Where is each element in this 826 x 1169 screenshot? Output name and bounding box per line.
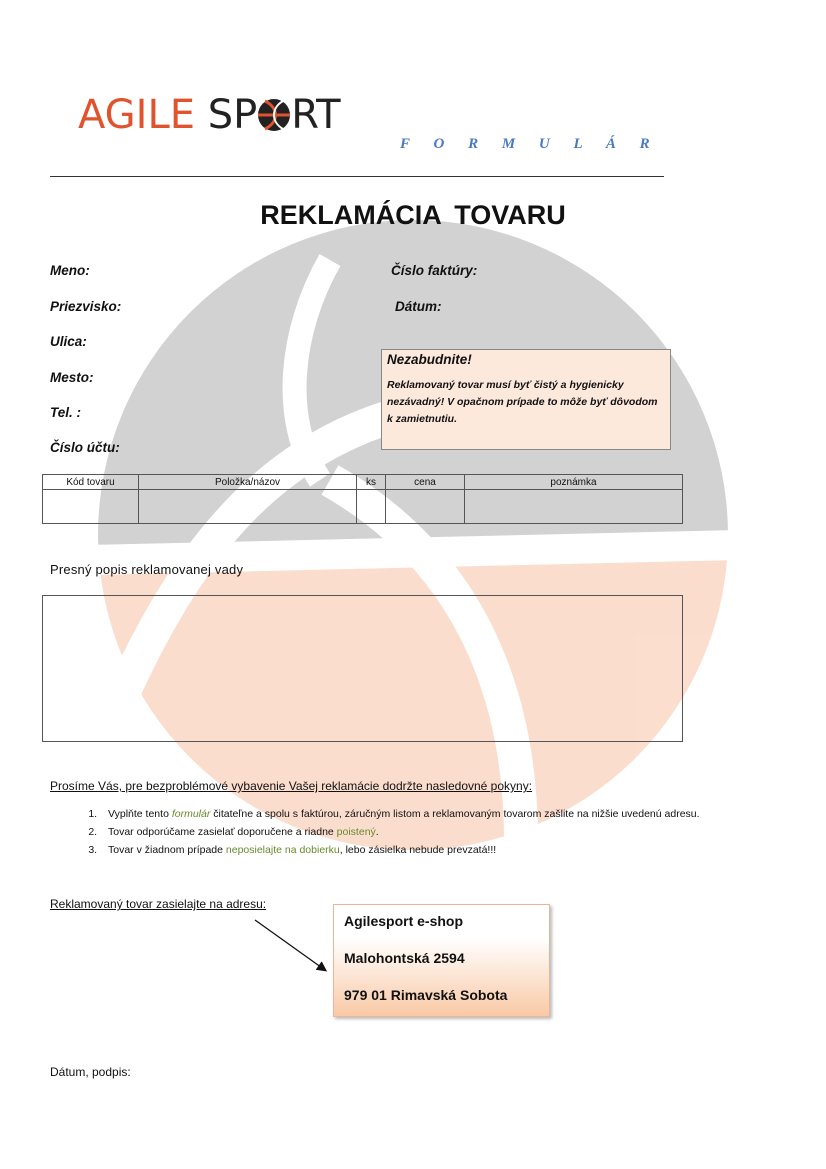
field-mesto[interactable]: Mesto: [50,370,94,385]
signature-label[interactable]: Dátum, podpis: [50,1065,131,1079]
col-cena: cena [386,475,465,490]
agile-sport-logo [78,92,341,142]
cell-polozka[interactable] [139,490,357,524]
defect-description-box[interactable] [42,595,683,742]
logo-word-rt: RT [291,92,341,138]
col-polozka: Položka/názov [139,475,357,490]
note-heading: Nezabudnite! [387,352,472,367]
col-poznamka: poznámka [465,475,683,490]
arrow-icon [250,915,335,980]
step2-text-c: . [375,826,379,838]
cell-poznamka[interactable] [465,490,683,524]
field-cislo-uctu[interactable]: Číslo účtu: [50,440,120,455]
address-label: Reklamovaný tovar zasielajte na adresu: [50,897,267,911]
list-item [100,841,826,859]
field-priezvisko[interactable]: Priezvisko: [50,299,122,314]
step2-text-a: Tovar odporúčame zasielať doporučene a riadne [108,826,337,838]
step3-text-c: , lebo zásielka nebude prevzatá!!! [339,844,497,856]
list-item [100,823,826,841]
basketball-icon [257,96,291,142]
table-row [43,490,683,524]
items-table [42,474,683,524]
step3-text-a: Tovar v žiadnom prípade [108,844,226,856]
logo-word-sp: SP [207,92,258,138]
cell-cena[interactable] [386,490,465,524]
step3-highlight: neposielajte na dobierku [225,844,340,856]
col-kod: Kód tovaru [43,475,139,490]
cell-ks[interactable] [357,490,386,524]
page-title: REKLAMÁCIA TOVARU [260,200,566,230]
field-datum[interactable]: Dátum: [395,299,442,314]
header-divider [50,176,664,177]
field-cislo-faktury[interactable]: Číslo faktúry: [391,263,478,278]
list-item [100,805,826,823]
address-line2: Malohontská 2594 [344,950,465,966]
step2-highlight: poistený [336,826,376,838]
defect-label: Presný popis reklamovanej vady [50,562,244,577]
step1-highlight: formulár [171,808,211,820]
step1-text-c: čitateľne a spolu s faktúrou, záručným listom a reklamovaným tovarom zašlite na nižšie uvedenú adresu. [210,808,700,820]
address-line3: 979 01 Rimavská Sobota [344,987,508,1003]
address-line1: Agilesport e-shop [344,913,464,929]
instructions-heading: Prosíme Vás, pre bezproblémové vybavenie Vašej reklamácie dodržte nasledovné pokyny: [50,779,533,793]
logo-word-agile: AGILE [78,92,196,138]
form-subtitle: F O R M U L Á R [400,136,660,152]
reminder-note [381,349,671,450]
note-body: Reklamovaný tovar musí byť čistý a hygienicky nezávadný! V opačnom prípade to môže byť dôvodom k zamietnutiu. [387,379,658,425]
instructions-list [50,805,826,859]
cell-kod[interactable] [43,490,139,524]
field-tel[interactable]: Tel. : [50,405,82,420]
shipping-address-box [333,904,550,1017]
field-meno[interactable]: Meno: [50,263,90,278]
field-ulica[interactable]: Ulica: [50,334,87,349]
step1-text-a: Vyplňte tento [108,808,172,820]
col-ks: ks [357,475,386,490]
